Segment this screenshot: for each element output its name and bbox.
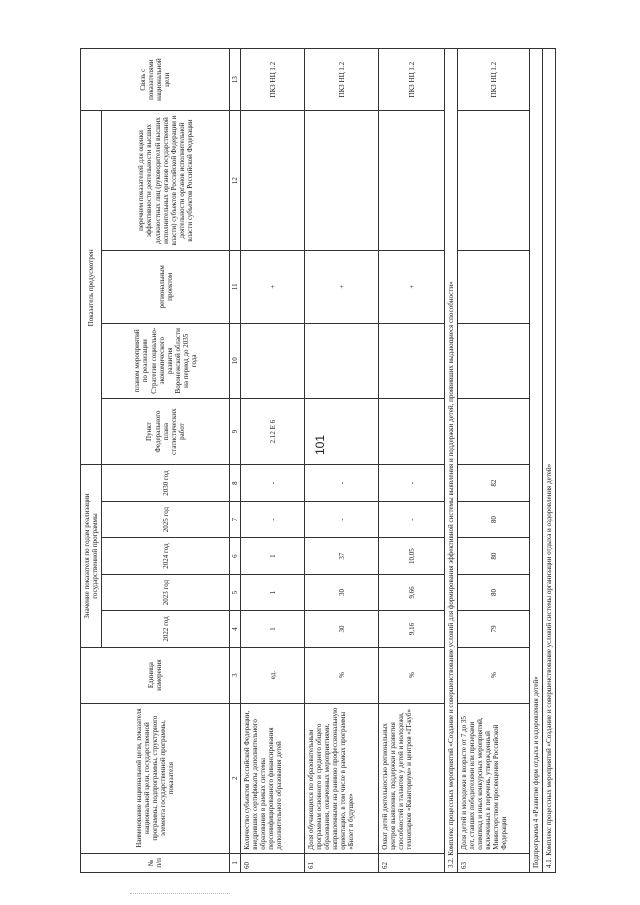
row-c10 xyxy=(305,323,379,398)
row-value: - xyxy=(305,501,379,537)
table-row xyxy=(241,49,305,873)
row-value: 9,16 xyxy=(379,611,445,647)
row-name: Доля обучающихся по образовательным программам основного и среднего общего образования, охваченных мероприятиями, направленными на раннюю профессиональную ориентацию, в том числе в рамках программы «Билет в будущее» xyxy=(305,703,379,853)
col-number: 8 xyxy=(230,465,241,502)
row-value: 82 xyxy=(458,465,530,502)
row-value: 30 xyxy=(305,611,379,647)
col-number: 7 xyxy=(230,501,241,537)
row-name: Охват детей деятельностью региональных центров выявления, поддержки и развития способностей и талантов у детей и молодежи, технопарков «Кванториум» и центров «IT-куб» xyxy=(379,703,445,853)
row-value: 30 xyxy=(305,574,379,610)
row-c11: + xyxy=(241,250,305,323)
header-year: 2025 год xyxy=(102,501,230,537)
row-c13: ПКЗ НЦ 1.2 xyxy=(458,49,530,111)
row-value: - xyxy=(305,465,379,502)
row-c10 xyxy=(379,323,445,398)
row-name: Количество субъектов Российской Федерации, внедривших сертификаты дополнительного образования в рамках системы персонифицированного финансирования дополнительного образования детей xyxy=(241,703,305,853)
row-c9 xyxy=(305,398,379,465)
page-number: 101 xyxy=(313,434,328,456)
row-num: 62 xyxy=(379,853,445,872)
row-value: 9,66 xyxy=(379,574,445,610)
row-value: 79 xyxy=(458,611,530,647)
row-c13: ПКЗ НЦ 1.2 xyxy=(241,49,305,111)
row-c10 xyxy=(458,323,530,398)
col-number: 9 xyxy=(230,398,241,465)
row-value: - xyxy=(241,465,305,502)
header-c11: региональным проектом xyxy=(102,250,230,323)
row-c11 xyxy=(458,250,530,323)
table-row xyxy=(305,49,379,873)
row-c13: ПКЗ НЦ 1.2 xyxy=(379,49,445,111)
row-unit: ед. xyxy=(241,647,305,703)
col-number: 4 xyxy=(230,611,241,647)
row-c9: 2.12 Е 6 xyxy=(241,398,305,465)
row-c12 xyxy=(458,111,530,250)
row-value: 80 xyxy=(458,501,530,537)
col-number: 3 xyxy=(230,647,241,703)
row-name: Доля детей и молодежи в возрасте от 7 до 35 лет, ставших победителями или призерами олимпиад и иных конкурсных мероприятий, включенных в перечень, утвержденный Министерством просвещения Российской Федерации xyxy=(458,703,530,853)
row-value: - xyxy=(379,501,445,537)
section-4-heading: Подпрограмма 4 «Развитие форм отдыха и оздоровления детей» xyxy=(530,49,543,873)
row-c10 xyxy=(241,323,305,398)
col-number: 11 xyxy=(230,250,241,323)
rotated-table-wrapper xyxy=(80,48,560,873)
header-c10: планом мероприятий по реализации Стратегии социально-экономического развития Воронежской области на период до 2035 года xyxy=(102,323,230,398)
col-number: 12 xyxy=(230,111,241,250)
section-4-1-heading: 4.1. Комплекс процессных мероприятий «Создание и совершенствование условий системы организации отдыха и оздоровления детей» xyxy=(543,49,556,873)
col-number: 10 xyxy=(230,323,241,398)
header-year: 2022 год xyxy=(102,611,230,647)
row-value: 1 xyxy=(241,611,305,647)
col-number: 2 xyxy=(230,703,241,853)
header-name: Наименование национальной цели, показателя национальной цели, государственной программы, подпрограммы, структурного элемента государственной программы, показателя xyxy=(81,703,230,853)
header-c13: Связь с показателями национальной цели xyxy=(81,49,230,111)
row-unit: % xyxy=(379,647,445,703)
header-num: № п/п xyxy=(81,853,230,872)
header-year: 2023 год xyxy=(102,574,230,610)
row-value: 10,05 xyxy=(379,538,445,574)
row-num: 63 xyxy=(458,853,530,872)
section-3-2-heading: 3.2. Комплекс процессных мероприятий «Создание и совершенствование условий для формирования эффективной системы выявления и поддержки детей, проявивших выдающиеся способности» xyxy=(445,49,458,873)
table-row xyxy=(458,49,530,873)
col-number: 1 xyxy=(230,853,241,872)
row-c12 xyxy=(305,111,379,250)
row-unit: % xyxy=(458,647,530,703)
row-c12 xyxy=(379,111,445,250)
row-c9 xyxy=(379,398,445,465)
row-value: 37 xyxy=(305,538,379,574)
header-year: 2024 год xyxy=(102,538,230,574)
header-c12: перечнем показателей для оценки эффективности деятельности высших должностных лиц (руководителей высших исполнительных органов государственной власти) субъектов Российской Федерации и деятельности органов исполнительной власти субъектов Российской Федерации xyxy=(102,111,230,250)
row-num: 61 xyxy=(305,853,379,872)
row-value: - xyxy=(379,465,445,502)
table-row xyxy=(379,49,445,873)
row-c9 xyxy=(458,398,530,465)
row-value: 1 xyxy=(241,574,305,610)
header-values-group: Значение показателя по годам реализации государственной программы xyxy=(81,465,102,647)
col-number: 13 xyxy=(230,49,241,111)
row-value: 1 xyxy=(241,538,305,574)
row-value: 80 xyxy=(458,538,530,574)
indicators-table xyxy=(80,48,556,873)
col-number: 6 xyxy=(230,538,241,574)
row-c13: ПКЗ НЦ 1.2 xyxy=(305,49,379,111)
row-c11: + xyxy=(379,250,445,323)
row-c12 xyxy=(241,111,305,250)
header-year: 2030 год xyxy=(102,465,230,502)
row-num: 60 xyxy=(241,853,305,872)
row-c11: + xyxy=(305,250,379,323)
header-contrib-group: Показатель предусмотрен xyxy=(81,111,102,465)
row-value: - xyxy=(241,501,305,537)
col-number: 5 xyxy=(230,574,241,610)
header-c9: Пункт Федерального плана статистических работ xyxy=(102,398,230,465)
row-value: 80 xyxy=(458,574,530,610)
row-unit: % xyxy=(305,647,379,703)
header-unit: Единица измерения xyxy=(81,647,230,703)
scan-artifact xyxy=(130,893,230,896)
